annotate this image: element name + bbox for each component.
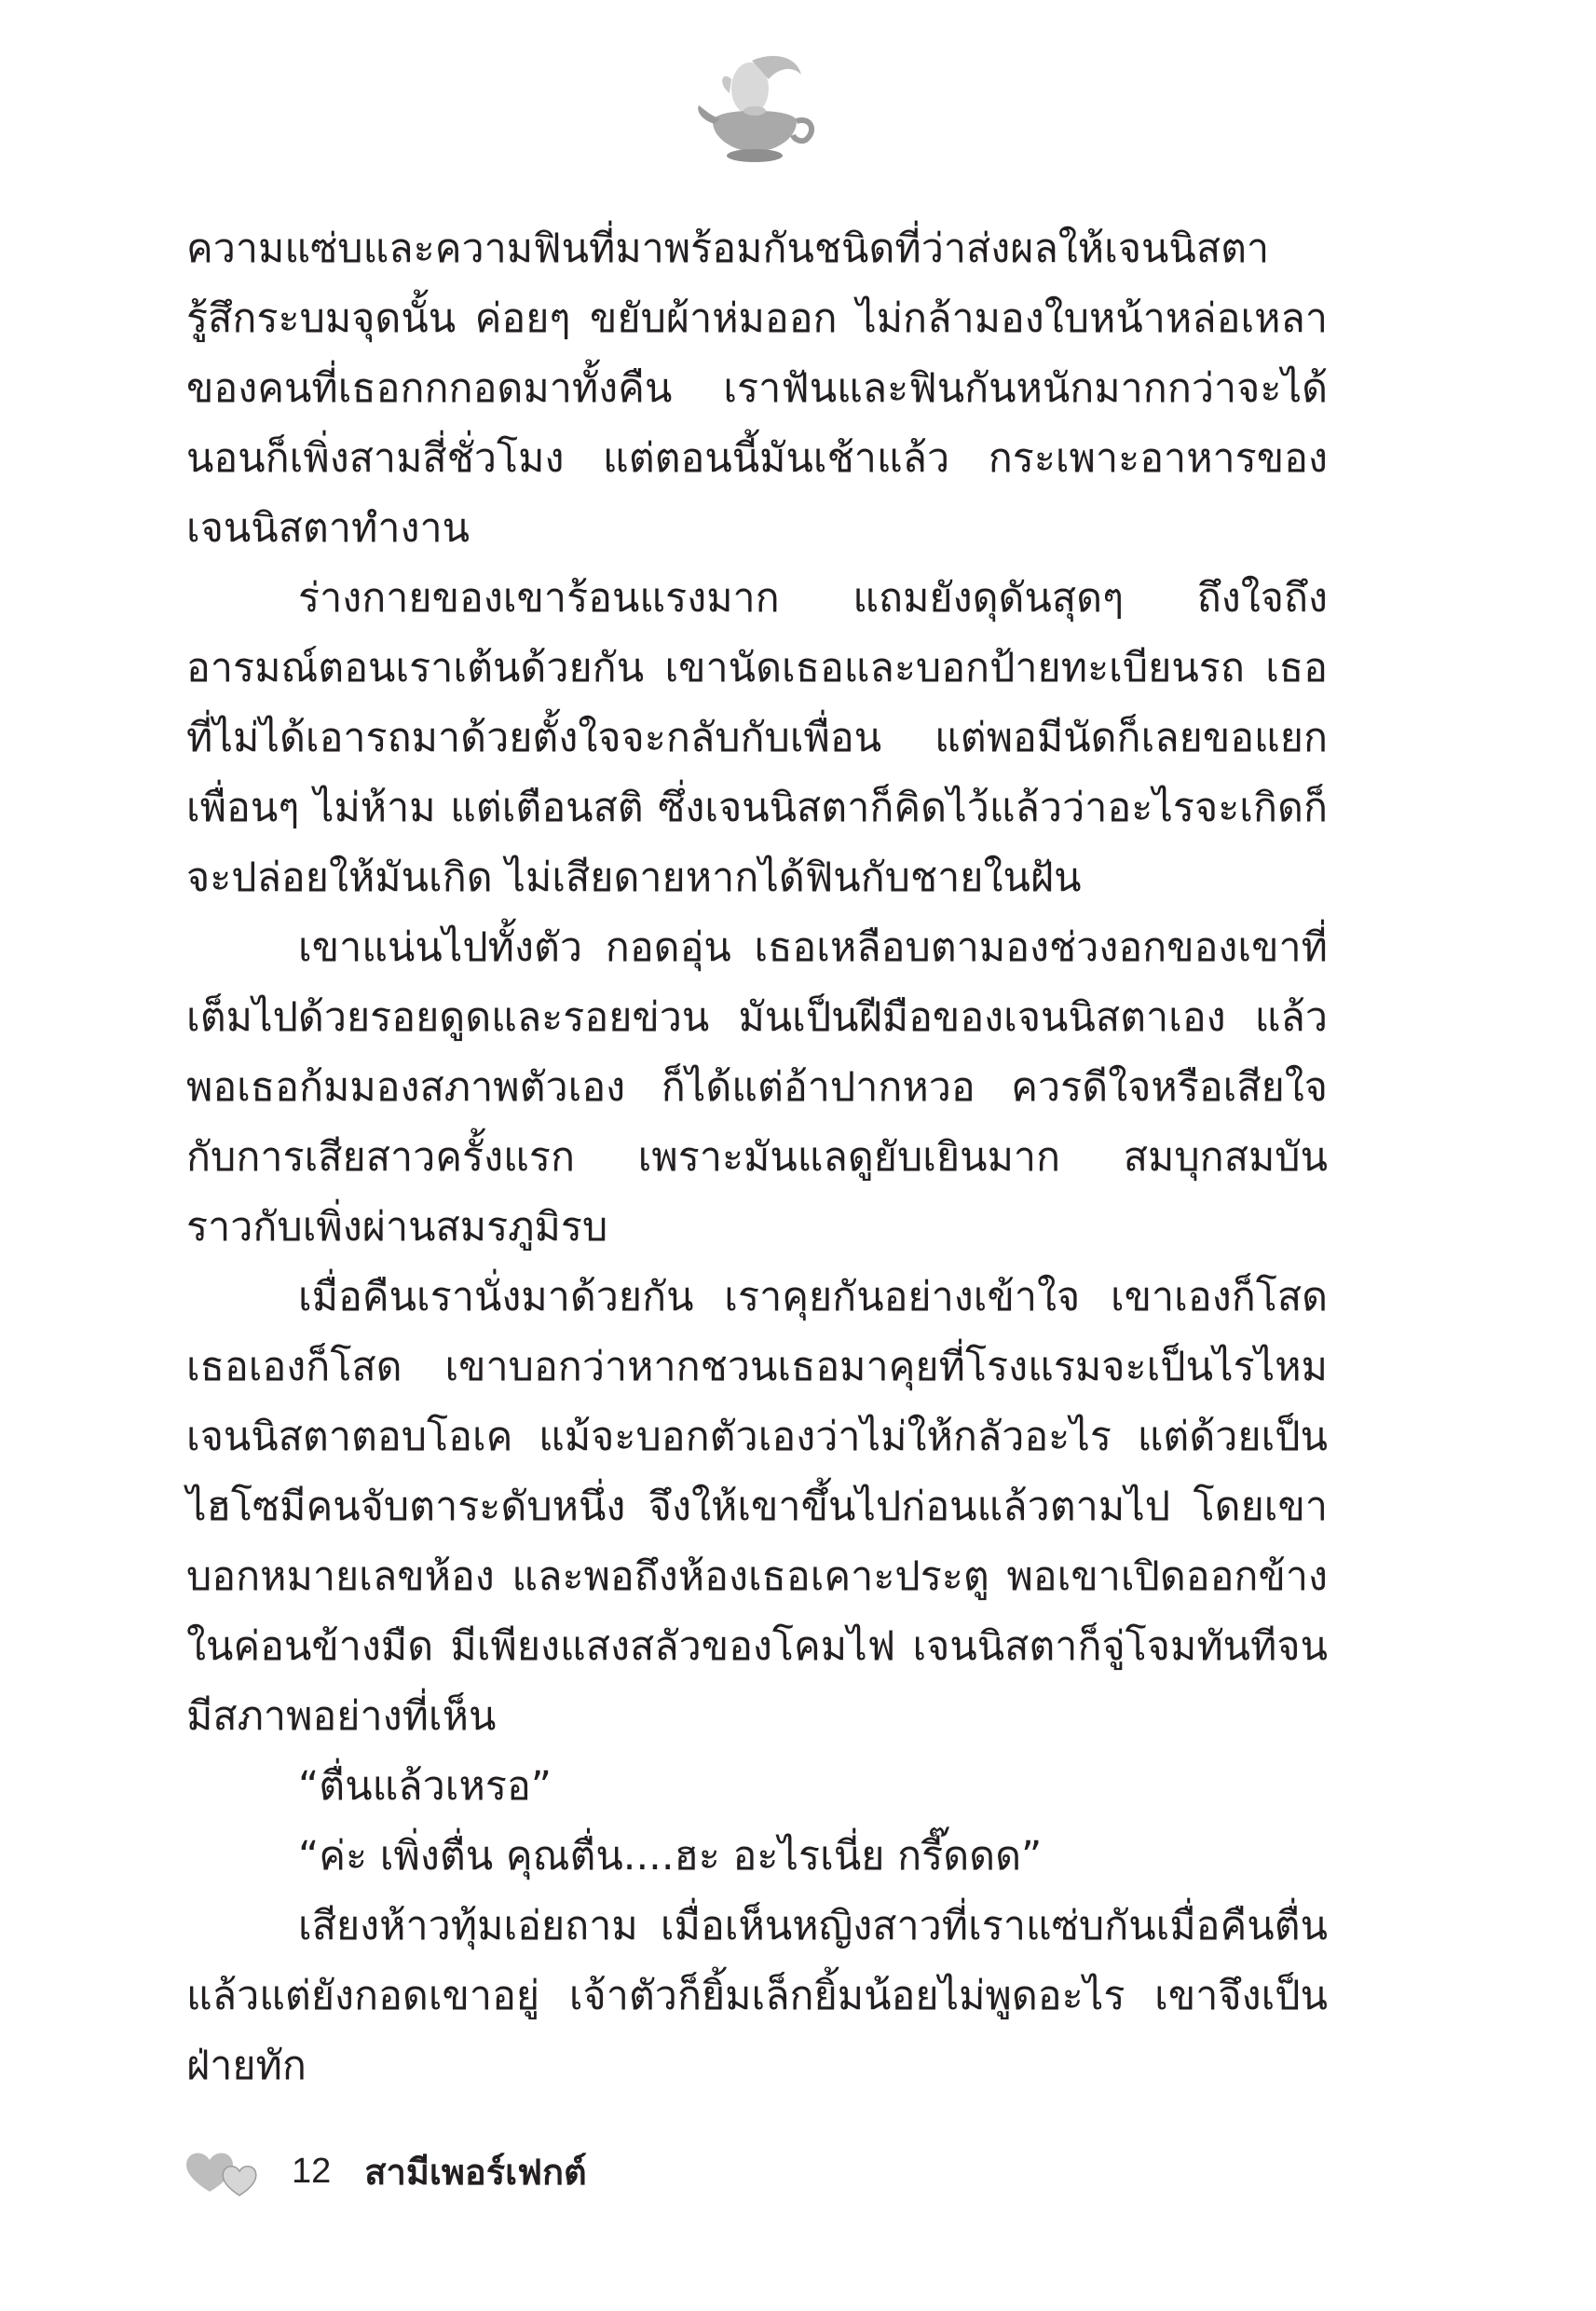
- genie-lamp-icon: [694, 51, 820, 168]
- dialogue-line: “ค่ะ เพิ่งตื่น คุณตื่น....ฮะ อะไรเนี่ย กรี๊ดดด”: [298, 1833, 1043, 1880]
- paragraph: เสียงห้าวทุ้มเอ่ยถาม เมื่อเห็นหญิงสาวที่เราแซ่บกันเมื่อคืนตื่นแล้วแต่ยังกอดเขาอยู่ เจ้าตัวก็ยิ้มเล็กยิ้มน้อยไม่พูดอะไร เขาจึงเป็นฝ่ายทัก: [186, 1903, 1328, 2089]
- book-title: สามีเพอร์เฟกต์: [364, 2151, 587, 2193]
- hearts-icon: [182, 2143, 266, 2199]
- page-footer: [182, 2139, 587, 2204]
- dialogue-line: “ตื่นแล้วเหรอ”: [298, 1763, 552, 1810]
- paragraph: ร่างกายของเขาร้อนแรงมาก แถมยังดุดันสุดๆ ถึงใจถึงอารมณ์ตอนเราเต้นด้วยกัน เขานัดเธอและบอกป้ายทะเบียนรถ เธอที่ไม่ได้เอารถมาด้วยตั้งใจจะกลับกับเพื่อน แต่พอมีนัดก็เลยขอแยก เพื่อนๆ ไม่ห้าม แต่เตือนสติ ซึ่งเจนนิสตาก็คิดไว้แล้วว่าอะไรจะเกิดก็จะปล่อยให้มันเกิด ไม่เสียดายหากได้ฟินกับชายในฝัน: [186, 575, 1328, 901]
- body-text: [186, 214, 1328, 2101]
- page-number: 12: [292, 2151, 332, 2191]
- paragraph: เมื่อคืนเรานั่งมาด้วยกัน เราคุยกันอย่างเข้าใจ เขาเองก็โสดเธอเองก็โสด เขาบอกว่าหากชวนเธอมาคุยที่โรงแรมจะเป็นไรไหม เจนนิสตาตอบโอเค แม้จะบอกตัวเองว่าไม่ให้กลัวอะไร แต่ด้วยเป็นไฮโซมีคนจับตาระดับหนึ่ง จึงให้เขาขึ้นไปก่อนแล้วตามไป โดยเขาบอกหมายเลขห้อง และพอถึงห้องเธอเคาะประตู พอเขาเปิดออกข้างในค่อนข้างมืด มีเพียงแสงสลัวของโคมไฟ เจนนิสตาก็จู่โจมทันทีจนมีสภาพอย่างที่เห็น: [186, 1274, 1328, 1740]
- paragraph: เขาแน่นไปทั้งตัว กอดอุ่น เธอเหลือบตามองช่วงอกของเขาที่เต็มไปด้วยรอยดูดและรอยข่วน มันเป็นฝีมือของเจนนิสตาเอง แล้วพอเธอก้มมองสภาพตัวเอง ก็ได้แต่อ้าปากหวอ ควรดีใจหรือเสียใจกับการเสียสาวครั้งแรก เพราะมันแลดูยับเยินมาก สมบุกสมบันราวกับเพิ่งผ่านสมรภูมิรบ: [186, 924, 1328, 1251]
- paragraph: ความแซ่บและความฟินที่มาพร้อมกันชนิดที่ว่าส่งผลให้เจนนิสตารู้สึกระบมจุดนั้น ค่อยๆ ขยับผ้าห่มออก ไม่กล้ามองใบหน้าหล่อเหลาของคนที่เธอกกกอดมาทั้งคืน เราฟันและฟินกันหนักมากกว่าจะได้นอนก็เพิ่งสามสี่ชั่วโมง แต่ตอนนี้มันเช้าแล้ว กระเพาะอาหารของเจนนิสตาทำงาน: [186, 226, 1328, 552]
